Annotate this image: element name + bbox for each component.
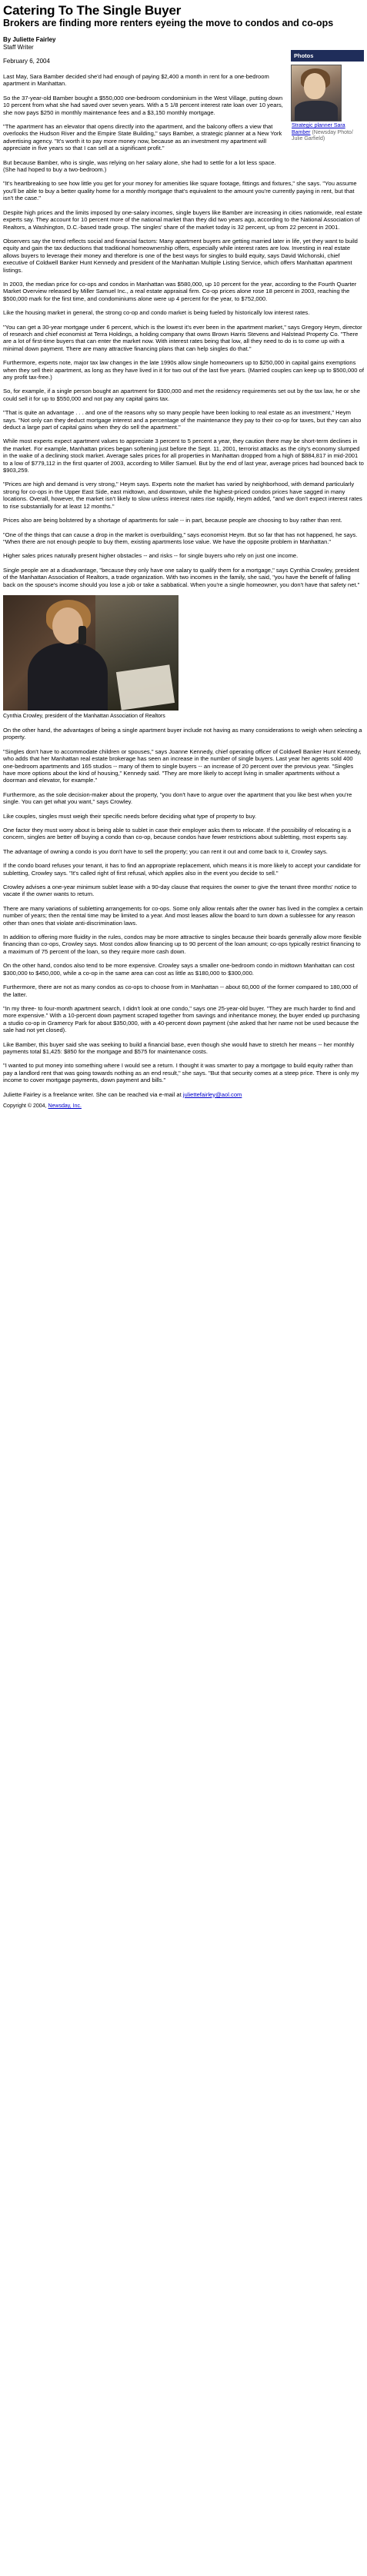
publish-date: February 6, 2004 — [3, 58, 50, 65]
paragraph: Like the housing market in general, the strong co-op and condo market is being fueled by historically low interest rates. — [3, 309, 310, 317]
paragraph: "It's heartbreaking to see how little you get for your money for amenities like square footage, fittings and fixtures," she says. "You assume you'll be able to buy a better quality home for a monthly mortgage that's equivalent to the amount you're currently paying in rent, but that isn't the case." — [3, 180, 357, 202]
paragraph: One factor they must worry about is being able to sublet in case their employer asks them to relocate. If the possibility of relocating is a concern, singles are better off buying a condo than co-op, because condos have fewer restrictions about subletting, most experts say. — [3, 827, 352, 841]
sidebar-caption-credit: (Newsday Photo/ Julie Garfield) — [292, 129, 353, 141]
author-email-link[interactable]: juliettefairley@aol.com — [182, 1090, 242, 1098]
paragraph: Furthermore, experts note, major tax law changes in the late 1990s allow single homeowners up to $250,000 in capital gains exemptions when they sell their apartment, as long as they have lived in it for two out of the last five years. (Married couples can keep up to $500,000 of any profit tax-free.) — [3, 359, 364, 381]
paragraph: Furthermore, as the sole decision-maker about the property, "you don't have to argue over the apartment that you like best when you're single. You can get what you want," says Crowley. — [3, 790, 352, 806]
paragraph: Crowley advises a one-year minimum sublet lease with a 90-day clause that requires the owner to give the tenant three months' notice to vacate if the owner wants to return. — [3, 884, 357, 898]
paragraph: So the 37-year-old Bamber bought a $550,000 one-bedroom condominium in the West Village, putting down 10 percent from what she had saved over seven years. With a 5 1/8 percent interest rate loan over 10 years, she now pays $250 in monthly maintenance fees and a $3,150 monthly mortgage. — [3, 94, 283, 116]
photo-torso — [28, 643, 108, 711]
sidebar-caption-link[interactable]: Strategic planner Sara Bamber — [292, 123, 345, 135]
paragraph: Single people are at a disadvantage, "because they only have one salary to qualify them for a mortgage," says Cynthia Crowley, president of the Manhattan Association of Realtors, a trade organization. With two incomes in the family, she said, "you have the benefit of falling back on the spouse's income should you lose a job or take a sabbatical. When you're a single homeowner, you don't have that safety net." — [3, 566, 360, 588]
paragraph: Despite high prices and the limits imposed by one-salary incomes, single buyers like Bamber are increasing in cities nationwide, real estate experts say. They account for 10 percent more of the national market than they did two years ago, according to the National Association of Realtors, a Washington, D.C.-based trade group. The singles' share of the market today is 32 percent, up from 22 percent in 2001. — [3, 208, 362, 231]
author-role: Staff Writer — [3, 44, 34, 51]
paragraph: "The apartment has an elevator that opens directly into the apartment, and the balcony offers a view that overlooks the Hudson River and the Empire State Building," says Bamber, a strategic planner at a New York advertising agency. "It's worth it to pay more money now, because as an investment my apartment will appreciate in five years so that I can sell at a significant profit." — [3, 123, 282, 152]
paragraph: Like Bamber, this buyer said she was seeking to build a financial base, even though she would have to stretch her means -- her monthly payments total $1,425: $850 for the mortgage and $575 for maintenance costs. — [3, 1040, 355, 1055]
paragraph: "I wanted to put money into something where I would see a return. I thought it was smarter to pay a mortgage to build equity rather than pay a landlord rent that was going towards nothing as an end result," she says. "But that security comes at a steep price. There is only my income to cover mortgage payments, down payment and bills." — [3, 1062, 359, 1084]
article-subtitle: Brokers are finding more renters eyeing the move to condos and co-ops — [3, 18, 334, 28]
paragraph: "One of the things that can cause a drop in the market is overbuilding," says economist Heym. But so far that has not happened, he says. "When there are not enough people to buy them, existing apartments lose value. We have the opposite problem in Manhattan." — [3, 531, 358, 545]
newsday-link[interactable]: Newsday, Inc. — [48, 1103, 82, 1109]
paragraph: In 2003, the median price for co-ops and condos in Manhattan was $580,000, up 10 percent for the year, according to the Fourth Quarter Market Overview released by Miller Samuel Inc., a real estate appraisal firm. Co-op prices alone rose 18 percent in 2003, reaching the $500,000 mark for the first time, and condominiums alone were up 4 percent for the year, to $752,000. — [3, 280, 357, 302]
sidebar-header: Photos — [291, 50, 364, 62]
photo-phone — [78, 626, 86, 644]
article-title: Catering To The Single Buyer — [3, 3, 182, 18]
paragraph: But because Bamber, who is single, was relying on her salary alone, she had to settle for a lot less space. (She had hoped to buy a two-bedroom.) — [3, 158, 276, 174]
crowley-photo[interactable] — [3, 595, 178, 711]
paragraph: Last May, Sara Bamber decided she'd had enough of paying $2,400 a month in rent for a one-bedroom apartment in Manhattan. — [3, 73, 269, 88]
paragraph: Prices also are being bolstered by a shortage of apartments for sale -- in part, because people are choosing to buy rather than rent. — [3, 517, 342, 524]
paragraph: "That is quite an advantage . . . and one of the reasons why so many people have been looking to real estate as an investment," Heym says. "Not only can they deduct mortgage interest and a percentage of the maintenance they pay to their co-op for taxes, but they can also deduct a large part of capital gains when they do sell the apartment." — [3, 409, 362, 431]
copyright — [3, 1103, 364, 1110]
paragraph: Furthermore, there are not as many condos as co-ops to choose from in Manhattan -- about 60,000 of the former compared to 180,000 of the latter. — [3, 983, 358, 998]
main-paragraphs — [3, 180, 364, 587]
paragraph: While most experts expect apartment values to appreciate 3 percent to 5 percent a year, they caution there may be short-term declines in the market. For example, Manhattan prices began softening just before the Sept. 11, 2001, terrorist attacks as the city's economy slumped in the wake of a declining stock market. Average sales prices for all properties in Manhattan dropped from a high of $884,817 in mid-2001 to a low of $779,112 in the first quarter of 2003, according to Miller Samuel. But by the end of last year, average prices had bounced back to $903,259. — [3, 438, 364, 474]
paragraph: Higher sales prices naturally present higher obstacles -- and risks -- for single buyers who rely on just one income. — [3, 552, 299, 560]
author-bio: Juliette Fairley is a freelance writer. She can be reached via e-mail at — [3, 1090, 182, 1098]
photo-sidebar — [291, 50, 364, 143]
article-page — [0, 0, 367, 1110]
paragraph: The advantage of owning a condo is you don't have to sell the property; you can rent it out and come back to it, Crowley says. — [3, 847, 328, 855]
paragraph: On the other hand, condos also tend to be more expensive. Crowley says a smaller one-bedroom condo in midtown Manhattan can cost $300,000 to $450,000, while a co-op in the same area can cost as little as $180,000 to $300,000. — [3, 962, 355, 977]
photo-body — [295, 101, 338, 121]
paragraph: So, for example, if a single person bought an apartment for $300,000 and met the residency requirements set out by the tax law, he or she could sell it for up to $550,000 and not pay any capital gains tax. — [3, 388, 360, 402]
author-contact — [3, 1091, 364, 1098]
photo-papers — [116, 664, 175, 710]
sidebar-caption — [291, 123, 364, 143]
copyright-prefix: Copyright © 2004, — [3, 1103, 47, 1109]
paragraph: "You can get a 30-year mortgage under 6 percent, which is the lowest it's ever been in the apartment market," says Gregory Heym, director of research and chief economist at Terra Holdings, a holding company that owns Brown Harris Stevens and Halstead Property Co. "There are a lot of first-time buyers that can enter the market now. With interest rates being that low, all they need to do is to come up with a minimal down payment. There are many attractive financing plans that can help singles do that." — [3, 323, 362, 352]
paragraph: "Prices are high and demand is very strong," Heym says. Experts note the market has varied by neighborhood, with demand particularly strong for co-ops in the Upper East Side, east midtown, and downtown, while the highest-priced condos prices have sagged in many locations. Overall, however, the market isn't likely to slow unless interest rates rise rapidly, Heym added, "and we don't expect interest rates to rise substantially for at least 12 months." — [3, 481, 362, 510]
photo-face — [304, 73, 325, 99]
paragraph: On the other hand, the advantages of being a single apartment buyer include not having as many considerations to weigh when selecting a property. — [3, 726, 362, 741]
paragraph: "Singles don't have to accommodate children or spouses," says Joanne Kennedy, chief operating officer of Coldwell Banker Hunt Kennedy, who adds that her Manhattan real estate brokerage has seen an increase in the number of single buyers. Last year her agents sold 400 one-bedroom apartments and 165 studios -- many of them to single buyers -- an increase of 20 percent over the previous year. "Singles have more options about the kind of housing," Kennedy said. "They are more likely to accept living in smaller apartments without a doorman and elevator, for example." — [3, 747, 362, 784]
paragraph: "In my three- to four-month apartment search, I didn't look at one condo," says one 25-year-old buyer. "They are much harder to find and more expensive." With a 10-percent down payment scraped together from savings and inheritance money, the buyer ended up purchasing a studio co-op in Gramercy Park for about $350,000, with a 40-percent down payment (she asked that her name not be used because the sale had not yet closed). — [3, 1004, 360, 1034]
byline — [3, 36, 364, 52]
author-name: By Juliette Fairley — [3, 36, 56, 43]
paragraph: If the condo board refuses your tenant, it has to find an appropriate replacement, which means it is more likely to accept your candidate for subletting, Crowley says. "It's called right of first refusal, which applies also in the event you decide to sell." — [3, 862, 361, 877]
paragraph: In addition to offering more fluidity in the rules, condos may be more attractive to singles because their boards generally allow more flexible financing than co-ops, Crowley says. Most condos allow financing up to 90 percent of the loan amount; co-ops typically restrict financing to a maximum of 75 percent of the loan, so they require more cash down. — [3, 934, 362, 955]
paragraph: There are many variations of subletting arrangements for co-ops. Some only allow rentals after the owner has lived in the complex a certain number of years; then the rental time may be limited to a year. And most leases allow the board to turn down a sublessee for any reason other than ones that violate anti-discrimination laws. — [3, 904, 363, 927]
paragraph: Observers say the trend reflects social and financial factors: Many apartment buyers are getting married later in life, yet they want to build equity and gain the tax deductions that traditional homeownership offers, especially while interest rates are low. Investing in real estate allows buyers to leverage their money and therefore is one of the best ways for singles to build equity, says David Wichonski, chief executive of Coldwell Banker Hunt Kennedy and president of the Manhattan Multiple Listing Service, which offers Manhattan apartment listings. — [3, 237, 358, 274]
sidebar-photo[interactable] — [291, 65, 342, 121]
after-photo-paragraphs — [3, 727, 364, 1098]
photo-caption: Cynthia Crowley, president of the Manhattan Association of Realtors — [3, 713, 165, 719]
paragraph: Like couples, singles must weigh their specific needs before deciding what type of property to buy. — [3, 812, 257, 820]
